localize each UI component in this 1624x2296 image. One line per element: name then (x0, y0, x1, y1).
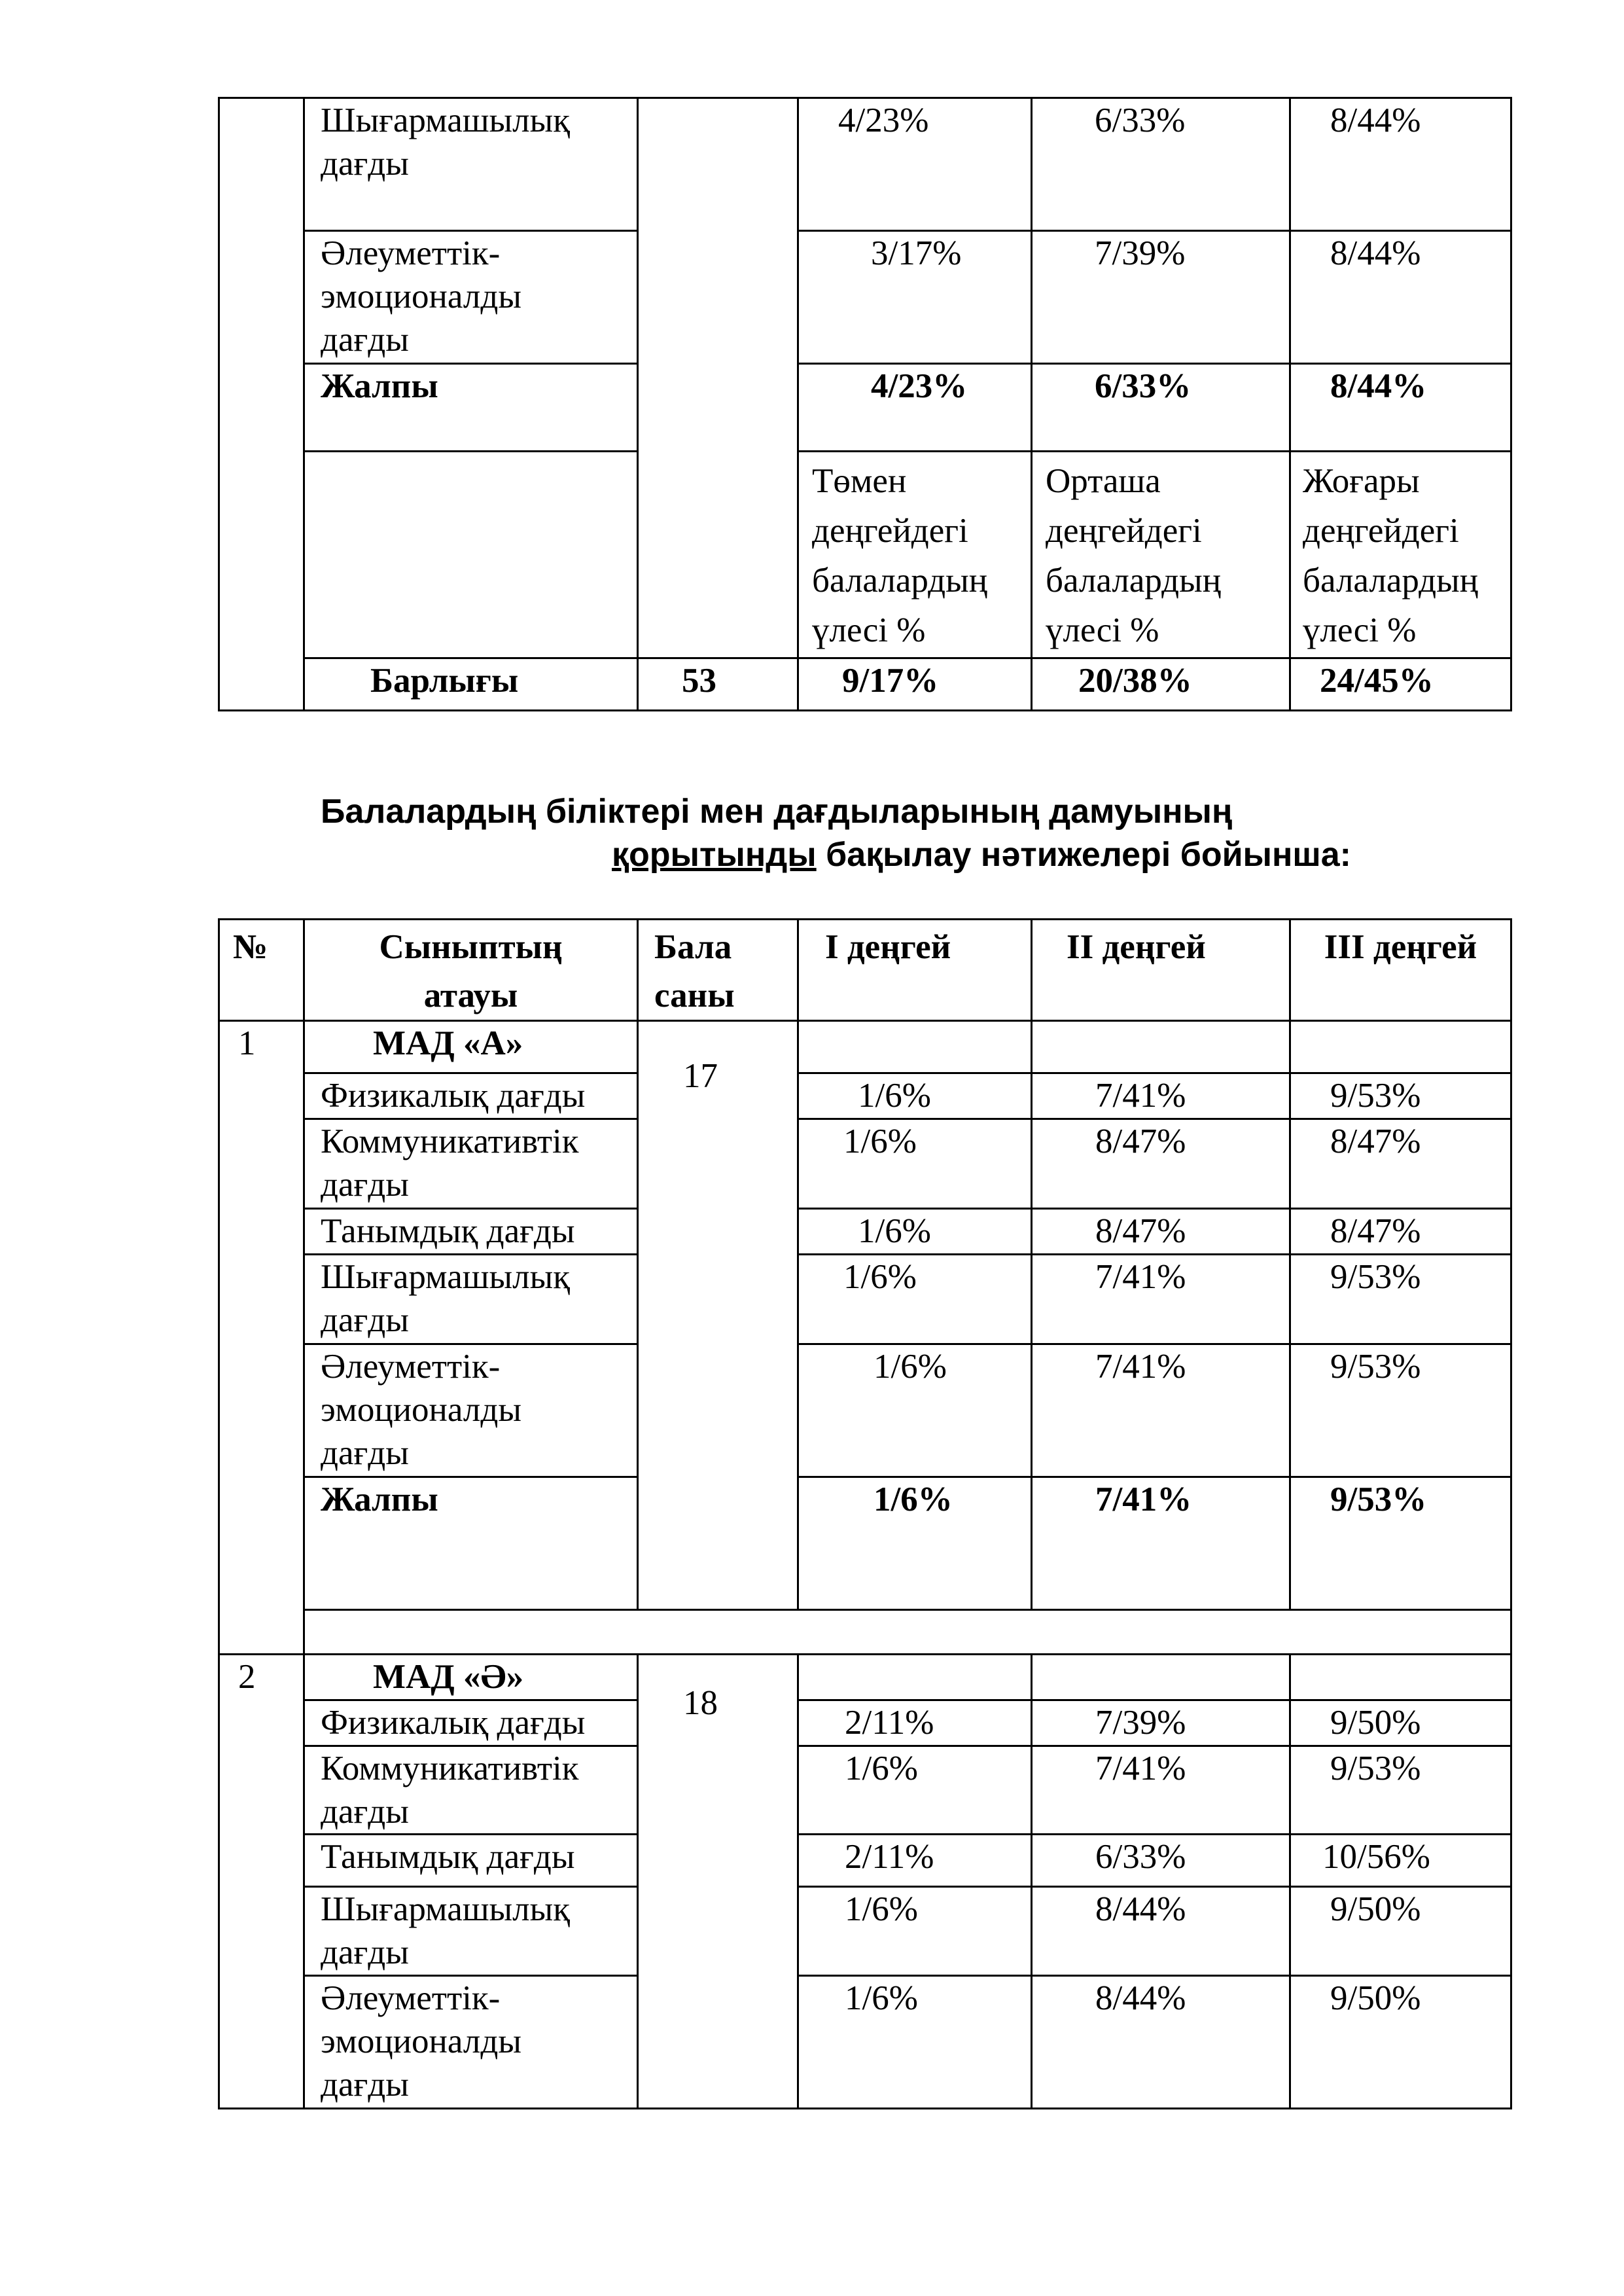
skill-label: Танымдық дағды (304, 1835, 638, 1887)
table-row (219, 1700, 1511, 1746)
header-level1: І деңгей (798, 920, 1032, 1021)
spacer-row (219, 1610, 1511, 1655)
level2-value: 8/47% (1032, 1119, 1290, 1209)
skill-label: Шығармашылық дағды (304, 98, 638, 231)
total-level1: 4/23% (798, 364, 1032, 452)
level3-value: 8/44% (1290, 231, 1511, 364)
captions-row (219, 452, 1511, 658)
level3-value: 9/50% (1290, 1887, 1511, 1976)
heading-underlined-word: қорытынды (612, 836, 817, 874)
total-row (219, 1477, 1511, 1610)
total-level1: 1/6% (798, 1477, 1032, 1610)
results-table-continued (218, 97, 1512, 711)
table-row (219, 1119, 1511, 1209)
grand-total-level2: 20/38% (1032, 658, 1290, 711)
empty-cell (304, 1610, 1511, 1655)
grand-total-row (219, 658, 1511, 711)
level3-value: 8/47% (1290, 1119, 1511, 1209)
table-row (219, 231, 1511, 364)
empty-cell (1290, 1655, 1511, 1700)
skill-label: Шығармашылық дағды (304, 1887, 638, 1976)
group-count: 17 (638, 1021, 798, 1610)
level2-value: 7/41% (1032, 1746, 1290, 1835)
level1-value: 1/6% (798, 1976, 1032, 2109)
level3-value: 9/53% (1290, 1344, 1511, 1477)
header-row (219, 920, 1511, 1021)
level3-value: 8/47% (1290, 1209, 1511, 1255)
heading-line-1: Балалардың біліктері мен дағдыларының дамуының (321, 793, 1233, 831)
level3-value: 9/53% (1290, 1073, 1511, 1119)
number-cell (219, 98, 304, 711)
table-row (219, 1073, 1511, 1119)
empty-cell (798, 1655, 1032, 1700)
skill-label: Коммуникативтік дағды (304, 1746, 638, 1835)
level2-value: 7/39% (1032, 231, 1290, 364)
level1-value: 1/6% (798, 1887, 1032, 1976)
grand-total-count: 53 (638, 658, 798, 711)
group-name: МАД «А» (304, 1021, 638, 1073)
level1-value: 1/6% (798, 1073, 1032, 1119)
heading-line-2-rest: бақылау нәтижелері бойынша: (816, 836, 1351, 874)
level3-value: 9/50% (1290, 1700, 1511, 1746)
level1-value: 1/6% (798, 1119, 1032, 1209)
header-number: № (219, 920, 304, 1021)
final-results-table (218, 918, 1512, 2109)
level2-value: 7/41% (1032, 1344, 1290, 1477)
level1-value: 1/6% (798, 1746, 1032, 1835)
table-row (219, 1209, 1511, 1255)
level1-value: 1/6% (798, 1209, 1032, 1255)
level2-value: 6/33% (1032, 98, 1290, 231)
skill-label: Әлеуметтік-эмоционалды дағды (304, 231, 638, 364)
empty-cell (1032, 1655, 1290, 1700)
group-title-row (219, 1021, 1511, 1073)
level2-value: 7/39% (1032, 1700, 1290, 1746)
table-row (219, 1255, 1511, 1344)
table-row (219, 1344, 1511, 1477)
total-level3: 9/53% (1290, 1477, 1511, 1610)
skill-label: Әлеуметтік-эмоционалды дағды (304, 1976, 638, 2109)
header-class-name: Сыныптың атауы (304, 920, 638, 1021)
table-row (219, 1976, 1511, 2109)
skill-label: Шығармашылық дағды (304, 1255, 638, 1344)
level2-value: 7/41% (1032, 1073, 1290, 1119)
group-title-row (219, 1655, 1511, 1700)
group-number: 1 (219, 1021, 304, 1655)
group-number: 2 (219, 1655, 304, 2109)
header-level2: ІІ деңгей (1032, 920, 1290, 1021)
table-row (219, 1746, 1511, 1835)
high-level-caption: Жоғары деңгейдегі балалардың үлесі % (1290, 452, 1511, 658)
level3-value: 9/53% (1290, 1746, 1511, 1835)
level2-value: 7/41% (1032, 1255, 1290, 1344)
level3-value: 9/50% (1290, 1976, 1511, 2109)
level1-value: 1/6% (798, 1344, 1032, 1477)
skill-label: Танымдық дағды (304, 1209, 638, 1255)
skill-label: Әлеуметтік-эмоционалды дағды (304, 1344, 638, 1477)
level1-value: 1/6% (798, 1255, 1032, 1344)
group-name: МАД «Ә» (304, 1655, 638, 1700)
table-row (219, 1835, 1511, 1887)
skill-label: Коммуникативтік дағды (304, 1119, 638, 1209)
empty-cell (1032, 1021, 1290, 1073)
table-row (219, 1887, 1511, 1976)
skill-label: Физикалық дағды (304, 1700, 638, 1746)
empty-cell (1290, 1021, 1511, 1073)
header-level3: ІІІ деңгей (1290, 920, 1511, 1021)
mid-level-caption: Орташа деңгейдегі балалардың үлесі % (1032, 452, 1290, 658)
total-label: Жалпы (304, 1477, 638, 1610)
level2-value: 8/47% (1032, 1209, 1290, 1255)
table-row (219, 98, 1511, 231)
empty-cell (798, 1021, 1032, 1073)
level2-value: 8/44% (1032, 1887, 1290, 1976)
skill-label: Физикалық дағды (304, 1073, 638, 1119)
grand-total-level3: 24/45% (1290, 658, 1511, 711)
total-label: Жалпы (304, 364, 638, 452)
level1-value: 2/11% (798, 1700, 1032, 1746)
level1-value: 4/23% (798, 98, 1032, 231)
level3-value: 9/53% (1290, 1255, 1511, 1344)
total-row (219, 364, 1511, 452)
grand-total-label: Барлығы (304, 658, 638, 711)
level2-value: 6/33% (1032, 1835, 1290, 1887)
empty-cell (304, 452, 638, 658)
level2-value: 8/44% (1032, 1976, 1290, 2109)
total-level2: 6/33% (1032, 364, 1290, 452)
heading-line-2 (612, 833, 1351, 876)
level1-value: 2/11% (798, 1835, 1032, 1887)
count-cell (638, 98, 798, 658)
level3-value: 8/44% (1290, 98, 1511, 231)
total-level3: 8/44% (1290, 364, 1511, 452)
header-count: Бала саны (638, 920, 798, 1021)
group-count: 18 (638, 1655, 798, 2109)
grand-total-level1: 9/17% (798, 658, 1032, 711)
level3-value: 10/56% (1290, 1835, 1511, 1887)
low-level-caption: Төмен деңгейдегі балалардың үлесі % (798, 452, 1032, 658)
total-level2: 7/41% (1032, 1477, 1290, 1610)
level1-value: 3/17% (798, 231, 1032, 364)
